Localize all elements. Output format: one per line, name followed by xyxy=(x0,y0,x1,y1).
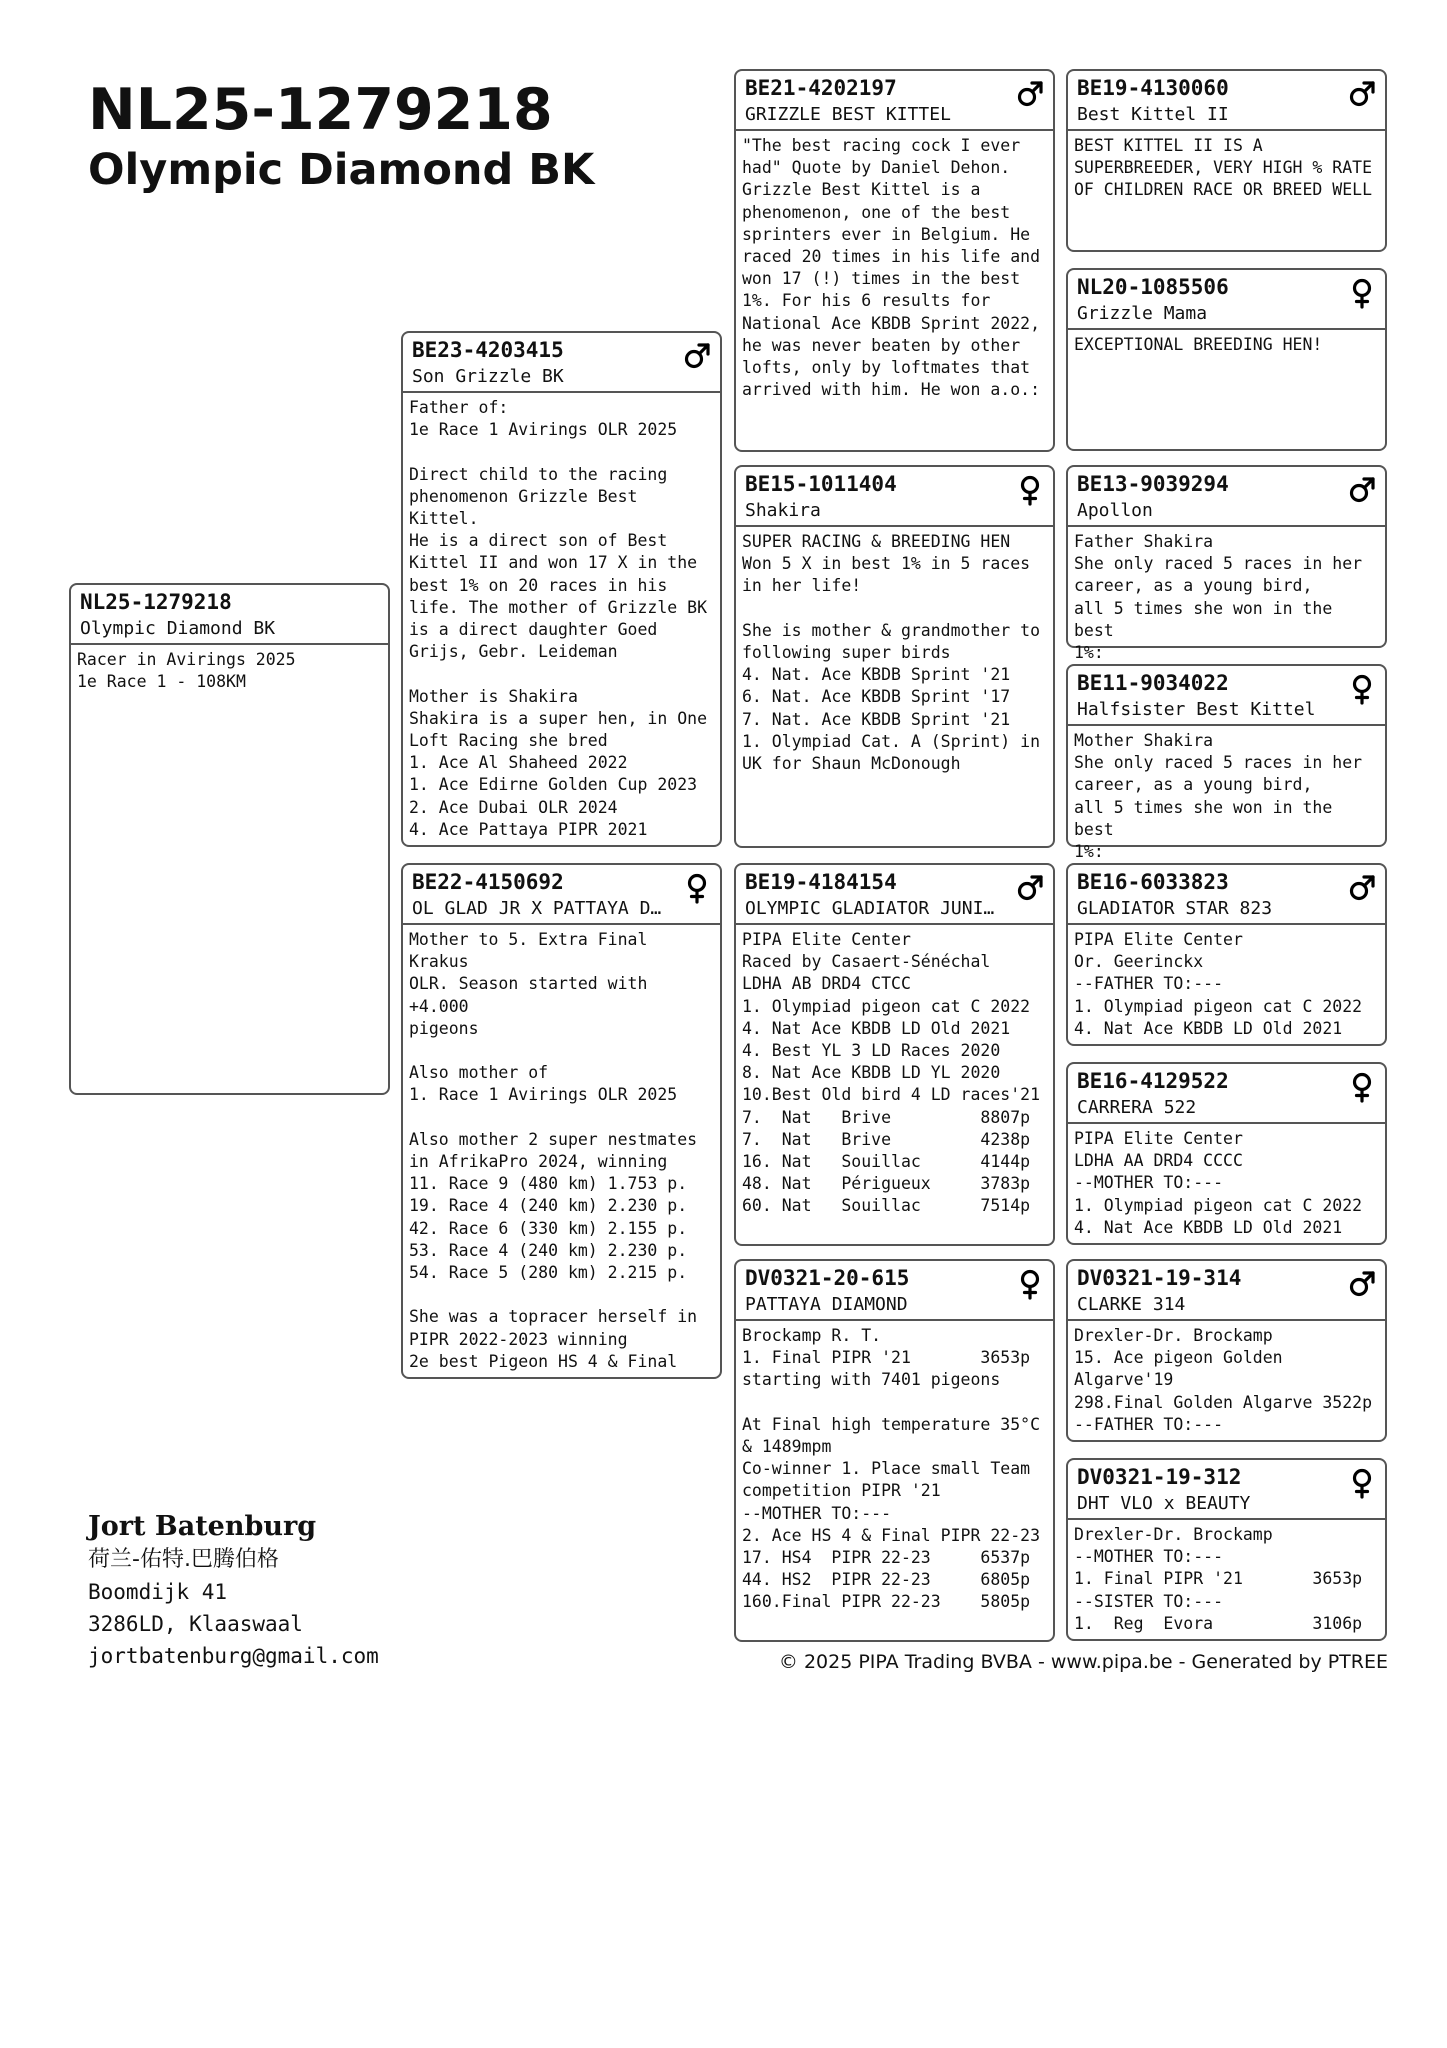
card-header xyxy=(736,467,1053,527)
female-symbol-icon xyxy=(1347,1468,1377,1498)
pigeon-notes: Drexler-Dr. Brockamp --MOTHER TO:--- 1. Final PIPR '21 3653p --SISTER TO:--- 1. Reg Evora 3106p xyxy=(1074,1525,1363,1633)
female-symbol-icon xyxy=(1347,1072,1377,1102)
male-symbol-icon xyxy=(1347,475,1377,505)
card-header xyxy=(1068,1261,1385,1321)
male-symbol-icon xyxy=(1347,79,1377,109)
card-header xyxy=(403,865,720,925)
pigeon-notes: Drexler-Dr. Brockamp 15. Ace pigeon Golden Algarve'19 298.Final Golden Algarve 3522p --FATHER TO:--- xyxy=(1074,1326,1373,1434)
pigeon-name: Grizzle Mama xyxy=(1077,303,1208,324)
ring-number: DV0321-20-615 xyxy=(745,1266,910,1290)
pigeon-name: Olympic Diamond BK xyxy=(80,618,276,639)
card-header xyxy=(736,71,1053,131)
pigeon-notes: SUPER RACING & BREEDING HEN Won 5 X in best 1% in 5 races in her life! She is mother & grandmother to following super birds 4. Nat. Ace KBDB Sprint '21 6. Nat. Ace KBDB Sprint '17 7. Nat. Ace KBDB Sprint '21 1. Olympiad Cat. A (Sprint) in UK for Shaun McDonough xyxy=(742,532,1041,774)
pigeon-notes: Mother to 5. Extra Final Krakus OLR. Season started with +4.000 pigeons Also mother of 1. Race 1 Avirings OLR 2025 Also mother 2 super nestmates in AfrikaPro 2024, winning 11. Race 9 (480 km) 1.753 p. 19. Race 4 (240 km) 2.230 p. 42. Race 6 (330 km) 2.155 p. 53. Race 4 (240 km) 2.230 p. 54. Race 5 (280 km) 2.215 p. She was a topracer herself in PIPR 2022-2023 winning 2e best Pigeon HS 4 & Final xyxy=(409,930,698,1371)
page-title-ring: NL25-1279218 xyxy=(88,77,553,143)
male-symbol-icon xyxy=(1015,79,1045,109)
male-symbol-icon xyxy=(1015,873,1045,903)
pigeon-card-ffm xyxy=(1066,268,1387,451)
ring-number: BE23-4203415 xyxy=(412,338,564,362)
card-header xyxy=(1068,865,1385,925)
female-symbol-icon xyxy=(1015,1269,1045,1299)
pigeon-notes: "The best racing cock I ever had" Quote by Daniel Dehon. Grizzle Best Kittel is a phenomenon, one of the best sprinters ever in Belgium. He raced 20 times in his life and won 17 (!) times in the best 1%. For his 6 results for National Ace KBDB Sprint 2022, he was never beaten by other lofts, only by loftmates that arrived with him. He won a.o.: xyxy=(742,136,1041,400)
pigeon-name: Best Kittel II xyxy=(1077,104,1229,125)
pigeon-notes: Racer in Avirings 2025 1e Race 1 - 108KM xyxy=(77,650,296,692)
card-header xyxy=(1068,1064,1385,1124)
pigeon-notes: Father Shakira She only raced 5 races in her career, as a young bird, all 5 times she won in the best 1%: xyxy=(1074,532,1363,663)
page-title-name: Olympic Diamond BK xyxy=(88,145,595,195)
ring-number: NL25-1279218 xyxy=(80,590,232,614)
pigeon-notes: PIPA Elite Center Raced by Casaert-Sénéchal LDHA AB DRD4 CTCC 1. Olympiad pigeon cat C 2022 4. Nat Ace KBDB LD Old 2021 4. Best YL 3 LD Races 2020 8. Nat Ace KBDB LD YL 2020 10.Best Old bird 4 LD races'21 7. Nat Brive 8807p 7. Nat Brive 4238p 16. Nat Souillac 4144p 48. Nat Périgueux 3783p 60. Nat Souillac 7514p xyxy=(742,930,1041,1216)
pigeon-card-subject xyxy=(69,583,390,1095)
breeder-city: 3286LD, Klaaswaal xyxy=(88,1612,303,1636)
pigeon-notes: Father of: 1e Race 1 Avirings OLR 2025 Direct child to the racing phenomenon Grizzle Best Kittel. He is a direct son of Best Kittel II and won 17 X in the best 1% on 20 races in his life. The mother of Grizzle BK is a direct daughter Goed Grijs, Gebr. Leideman Mother is Shakira Shakira is a super hen, in One Loft Racing she bred 1. Ace Al Shaheed 2022 1. Ace Edirne Golden Cup 2023 2. Ace Dubai OLR 2024 4. Ace Pattaya PIPR 2021 xyxy=(409,398,708,839)
breeder-name: Jort Batenburg xyxy=(88,1511,317,1542)
pigeon-card-ff xyxy=(734,69,1055,452)
ring-number: BE11-9034022 xyxy=(1077,671,1229,695)
pigeon-name: CARRERA 522 xyxy=(1077,1097,1197,1118)
pigeon-name: GLADIATOR STAR 823 xyxy=(1077,898,1273,919)
pigeon-card-mmf xyxy=(1066,1259,1387,1442)
pigeon-notes: PIPA Elite Center Or. Geerinckx --FATHER TO:--- 1. Olympiad pigeon cat C 2022 4. Nat Ace KBDB LD Old 2021 xyxy=(1074,930,1363,1038)
footer-copyright: © 2025 PIPA Trading BVBA - www.pipa.be - Generated by PTREE xyxy=(778,1651,1388,1673)
pigeon-notes: PIPA Elite Center LDHA AA DRD4 CCCC --MOTHER TO:--- 1. Olympiad pigeon cat C 2022 4. Nat Ace KBDB LD Old 2021 xyxy=(1074,1129,1363,1237)
card-header xyxy=(1068,71,1385,131)
ring-number: BE16-6033823 xyxy=(1077,870,1229,894)
male-symbol-icon xyxy=(1347,873,1377,903)
pigeon-name: PATTAYA DIAMOND xyxy=(745,1294,908,1315)
pigeon-notes: Mother Shakira She only raced 5 races in her career, as a young bird, all 5 times she won in the best 1%: xyxy=(1074,731,1363,862)
pigeon-card-mmm xyxy=(1066,1458,1387,1641)
ring-number: BE21-4202197 xyxy=(745,76,897,100)
ring-number: BE22-4150692 xyxy=(412,870,564,894)
male-symbol-icon xyxy=(1347,1269,1377,1299)
female-symbol-icon xyxy=(1347,674,1377,704)
card-header xyxy=(403,333,720,393)
ring-number: BE16-4129522 xyxy=(1077,1069,1229,1093)
card-header xyxy=(1068,666,1385,726)
pigeon-notes: BEST KITTEL II IS A SUPERBREEDER, VERY HIGH % RATE OF CHILDREN RACE OR BREED WELL xyxy=(1074,136,1373,200)
pigeon-notes: Brockamp R. T. 1. Final PIPR '21 3653p starting with 7401 pigeons At Final high temperature 35°C & 1489mpm Co-winner 1. Place small Team competition PIPR '21 --MOTHER TO:--- 2. Ace HS 4 & Final PIPR 22-23 17. HS4 PIPR 22-23 6537p 44. HS2 PIPR 22-23 6805p 160.Final PIPR 22-23 5805p xyxy=(742,1326,1041,1612)
pigeon-card-mother xyxy=(401,863,722,1379)
breeder-email: jortbatenburg@gmail.com xyxy=(88,1644,379,1668)
female-symbol-icon xyxy=(1347,278,1377,308)
pigeon-card-mff xyxy=(1066,863,1387,1046)
pigeon-card-father xyxy=(401,331,722,847)
pigeon-name: GRIZZLE BEST KITTEL xyxy=(745,104,951,125)
card-header xyxy=(736,1261,1053,1321)
pigeon-card-fmf xyxy=(1066,465,1387,663)
pigeon-card-mm xyxy=(734,1259,1055,1642)
pigeon-name: Halfsister Best Kittel xyxy=(1077,699,1316,720)
ring-number: BE15-1011404 xyxy=(745,472,897,496)
pigeon-notes: EXCEPTIONAL BREEDING HEN! xyxy=(1074,335,1323,354)
breeder-info xyxy=(88,1510,379,1672)
ring-number: BE19-4184154 xyxy=(745,870,897,894)
pigeon-name: OL GLAD JR X PATTAYA D… xyxy=(412,898,662,919)
pigeon-name: OLYMPIC GLADIATOR JUNI… xyxy=(745,898,995,919)
pigeon-name: Shakira xyxy=(745,500,821,521)
ring-number: DV0321-19-312 xyxy=(1077,1465,1242,1489)
pigeon-name: Son Grizzle BK xyxy=(412,366,564,387)
card-header xyxy=(736,865,1053,925)
breeder-street: Boomdijk 41 xyxy=(88,1580,228,1604)
pigeon-card-fff xyxy=(1066,69,1387,252)
ring-number: DV0321-19-314 xyxy=(1077,1266,1242,1290)
pigeon-card-fmm xyxy=(1066,664,1387,862)
pigeon-name: CLARKE 314 xyxy=(1077,1294,1186,1315)
pigeon-card-mfm xyxy=(1066,1062,1387,1245)
pigeon-card-fm xyxy=(734,465,1055,848)
female-symbol-icon xyxy=(682,873,712,903)
ring-number: BE19-4130060 xyxy=(1077,76,1229,100)
pigeon-name: DHT VLO x BEAUTY xyxy=(1077,1493,1251,1514)
ring-number: BE13-9039294 xyxy=(1077,472,1229,496)
card-header xyxy=(1068,467,1385,527)
breeder-chinese-name: 荷兰-佑特.巴腾伯格 xyxy=(88,1547,279,1572)
card-header xyxy=(1068,270,1385,330)
card-header xyxy=(71,585,388,645)
ring-number: NL20-1085506 xyxy=(1077,275,1229,299)
female-symbol-icon xyxy=(1015,475,1045,505)
card-header xyxy=(1068,1460,1385,1520)
male-symbol-icon xyxy=(682,341,712,371)
pigeon-name: Apollon xyxy=(1077,500,1153,521)
pigeon-card-mf xyxy=(734,863,1055,1246)
